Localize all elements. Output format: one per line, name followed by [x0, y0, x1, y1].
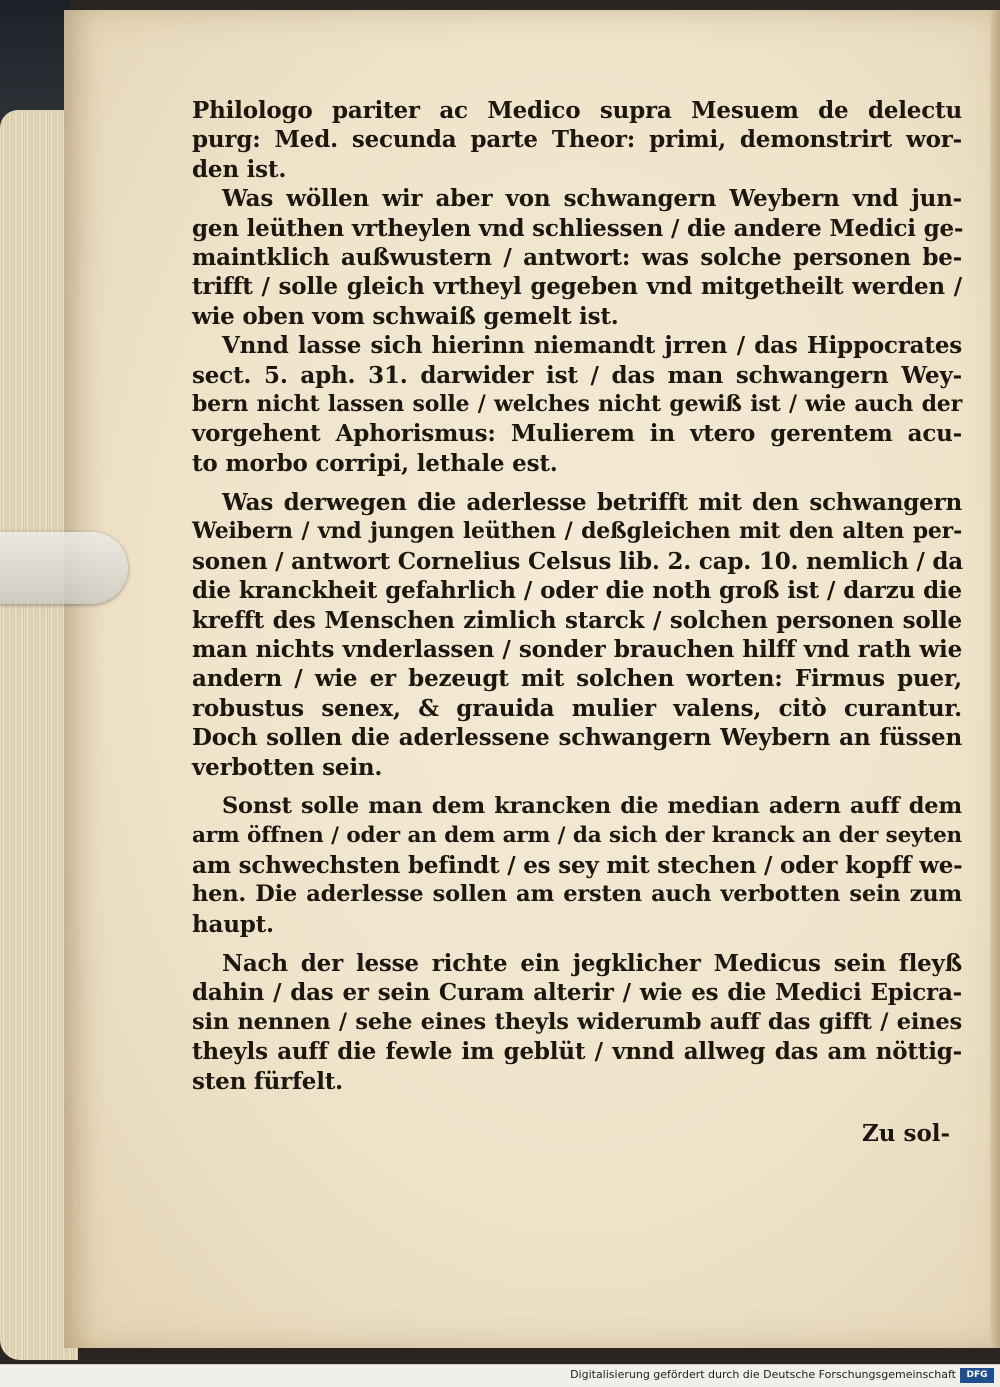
text-line: den ist. [192, 155, 287, 183]
text-line: dahin / das er sein Curam alterir / wie es die Medici Epicra- [192, 979, 962, 1007]
page-clip [0, 532, 128, 604]
text-line: die kranckheit gefahrlich / oder die noth groß ist / darzu die [192, 577, 962, 605]
text-line: Vnnd lasse sich hierinn niemandt jrren / das Hippocrates [222, 332, 962, 360]
text-line: am schwechsten befindt / es sey mit stechen / oder kopff we- [192, 851, 963, 879]
text-line: sect. 5. aph. 31. darwider ist / das man schwangern Wey- [192, 361, 962, 389]
text-line: maintklich außwustern / antwort: was solche personen be- [192, 243, 962, 271]
funding-credit: Digitalisierung gefördert durch die Deutsche Forschungsgemeinschaft [570, 1368, 956, 1381]
page-edge-right [990, 10, 1000, 1348]
text-line: verbotten sein. [192, 753, 383, 781]
text-line: Doch sollen die aderlessene schwangern Weybern an füssen [192, 724, 962, 752]
text-line: gen leüthen vrtheylen vnd schliessen / die andere Medici ge- [192, 214, 964, 242]
text-line: arm öffnen / oder an dem arm / da sich der kranck an der seyten [192, 823, 962, 849]
text-line: Philologo pariter ac Medico supra Mesuem de delectu [192, 97, 962, 124]
text-line: haupt. [192, 910, 274, 938]
text-line: to morbo corripi, lethale est. [192, 449, 558, 477]
text-line: Sonst solle man dem krancken die median adern auff dem [222, 792, 962, 819]
text-line: Was wöllen wir aber von schwangern Weybern vnd jun- [222, 185, 962, 213]
text-line: hen. Die aderlesse sollen am ersten auch verbotten sein zum [192, 881, 962, 908]
text-line: trifft / solle gleich vrtheyl gegeben vnd mitgetheilt werden / [192, 273, 962, 301]
text-line: Nach der lesse richte ein jegklicher Medicus sein fleyß [222, 949, 962, 977]
text-line: sten fürfelt. [192, 1067, 343, 1095]
text-line: sin nennen / sehe eines theyls widerumb auff das gifft / eines [192, 1008, 962, 1035]
text-line: wie oben vom schwaiß gemelt ist. [192, 302, 619, 330]
text-line: man nichts vnderlassen / sonder brauchen hilff vnd rath wie [192, 636, 962, 664]
text-line: bern nicht lassen solle / welches nicht gewiß ist / wie auch der [192, 390, 962, 417]
text-line: vorgehent Aphorismus: Mulierem in vtero gerentem acu- [192, 420, 962, 448]
text-line: Was derwegen die aderlesse betrifft mit den schwangern [222, 489, 962, 517]
text-line: theyls auff die fewle im geblüt / vnnd allweg das am nöttig- [192, 1038, 962, 1066]
text-line: sonen / antwort Cornelius Celsus lib. 2. cap. 10. nemlich / da [192, 547, 964, 575]
text-line: krefft des Menschen zimlich starck / solchen personen solle [192, 606, 962, 634]
text-line: robustus senex, & grauida mulier valens, citò curantur. [192, 694, 962, 722]
catchword: Zu sol- [862, 1120, 951, 1147]
footer-bar [0, 1364, 1000, 1387]
dfg-logo: DFG [960, 1368, 994, 1383]
page-text [192, 96, 962, 1096]
text-line: purg: Med. secunda parte Theor: primi, demonstrirt wor- [192, 126, 962, 154]
text-line: andern / wie er bezeugt mit solchen worten: Firmus puer, [192, 665, 962, 693]
text-line: Weibern / vnd jungen leüthen / deßgleichen mit den alten per- [192, 518, 962, 545]
